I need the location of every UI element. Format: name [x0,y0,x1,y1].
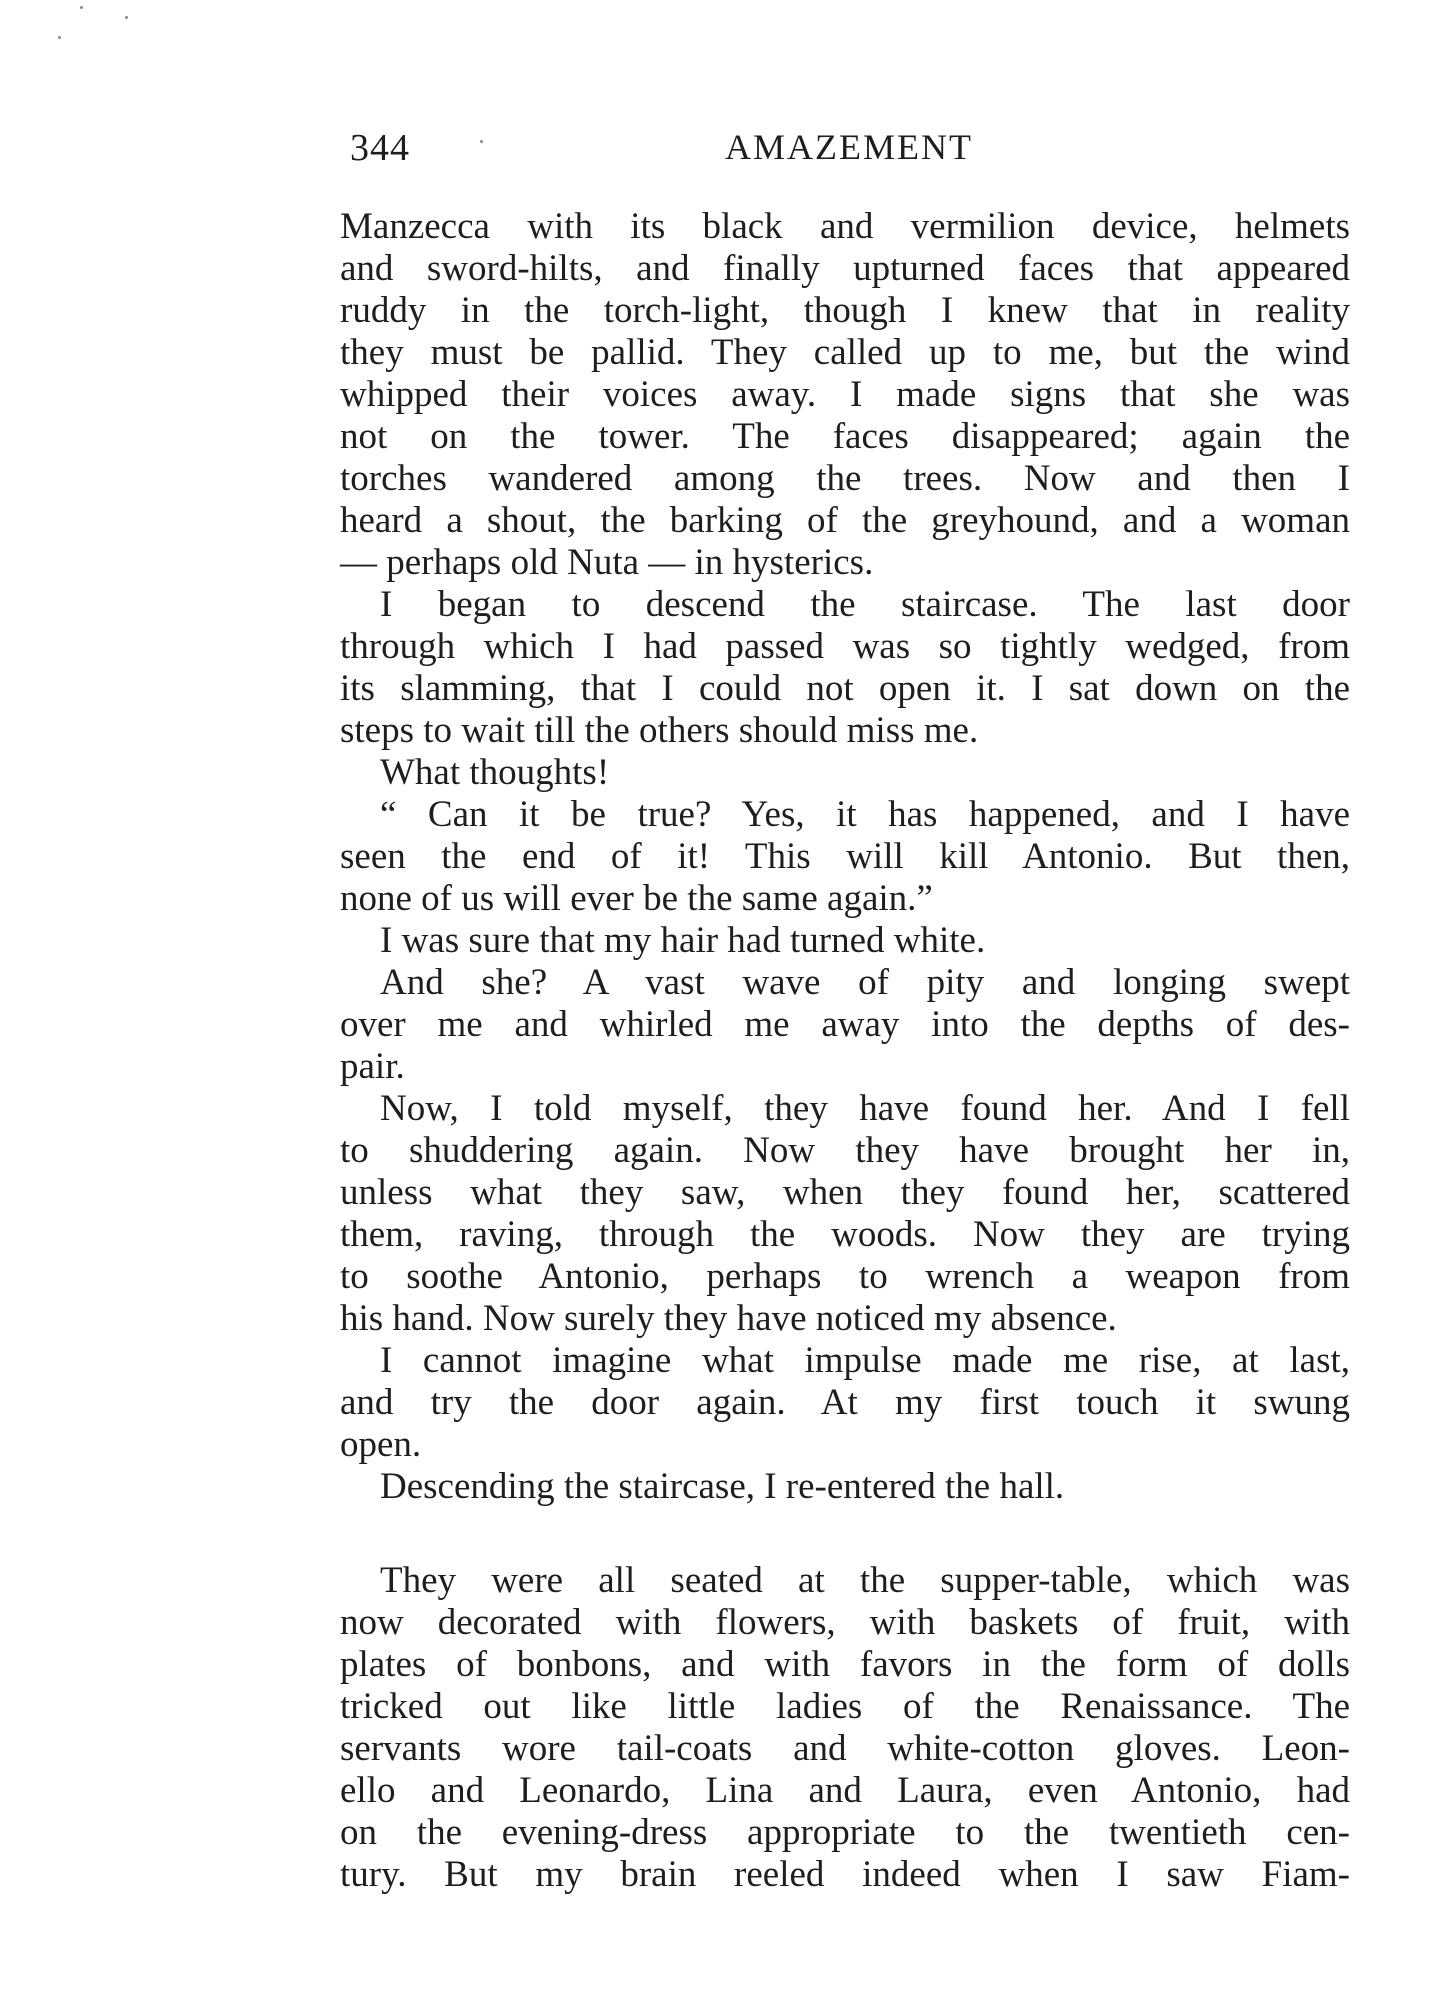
text-line: tricked out like little ladies of the Renaissance. The [340,1686,1350,1727]
scan-speck [80,6,83,9]
paragraph-first-line: Now, I told myself, they have found her. And I fell [380,1088,1350,1129]
text-line: whipped their voices away. I made signs that she was [340,374,1350,415]
text-line: seen the end of it! This will kill Antonio. But then, [340,836,1350,877]
running-head: AMAZEMENT [725,127,973,167]
text-line: tury. But my brain reeled indeed when I saw Fiam- [340,1854,1350,1895]
paragraph-first-line: They were all seated at the supper-table, which was [380,1560,1350,1601]
text-line: its slamming, that I could not open it. I sat down on the [340,668,1350,709]
text-line: pair. [340,1046,405,1087]
text-line: his hand. Now surely they have noticed my absence. [340,1298,1117,1339]
text-line: servants wore tail-coats and white-cotton gloves. Leon- [340,1728,1350,1769]
text-line: through which I had passed was so tightly wedged, from [340,626,1350,667]
scan-speck [480,140,483,143]
page-number: 344 [350,127,410,169]
paragraph-first-line: “ Can it be true? Yes, it has happened, and I have [380,794,1350,835]
paragraph-first-line: Descending the staircase, I re-entered the hall. [380,1466,1065,1507]
text-line: ello and Leonardo, Lina and Laura, even Antonio, had [340,1770,1350,1811]
text-line: and sword-hilts, and finally upturned faces that appeared [340,248,1350,289]
paragraph-first-line: What thoughts! [380,752,610,793]
text-line: to soothe Antonio, perhaps to wrench a weapon from [340,1256,1350,1297]
text-line: open. [340,1424,422,1465]
text-line: — perhaps old Nuta — in hysterics. [340,542,874,583]
text-line: unless what they saw, when they found her, scattered [340,1172,1350,1213]
text-line: plates of bonbons, and with favors in the form of dolls [340,1644,1350,1685]
text-line: and try the door again. At my first touch it swung [340,1382,1350,1423]
text-line: not on the tower. The faces disappeared; again the [340,416,1350,457]
text-line: they must be pallid. They called up to me, but the wind [340,332,1350,373]
text-line: steps to wait till the others should miss me. [340,710,979,751]
text-line: ruddy in the torch-light, though I knew that in reality [340,290,1350,331]
text-line: heard a shout, the barking of the greyhound, and a woman [340,500,1350,541]
text-line: over me and whirled me away into the depths of des- [340,1004,1350,1045]
scan-speck [125,16,128,19]
scan-speck [58,36,61,39]
text-line: Manzecca with its black and vermilion device, helmets [340,206,1350,247]
paragraph-first-line: I cannot imagine what impulse made me rise, at last, [380,1340,1350,1381]
text-line: now decorated with flowers, with baskets of fruit, with [340,1602,1350,1643]
text-line: on the evening-dress appropriate to the twentieth cen- [340,1812,1350,1853]
page-header [350,126,1390,176]
text-line: them, raving, through the woods. Now they are trying [340,1214,1350,1255]
text-line: none of us will ever be the same again.” [340,878,933,919]
paragraph-first-line: And she? A vast wave of pity and longing swept [380,962,1350,1003]
text-line: to shuddering again. Now they have brought her in, [340,1130,1350,1171]
text-line: torches wandered among the trees. Now and then I [340,458,1350,499]
paragraph-first-line: I was sure that my hair had turned white. [380,920,986,961]
paragraph-first-line: I began to descend the staircase. The last door [380,584,1350,625]
